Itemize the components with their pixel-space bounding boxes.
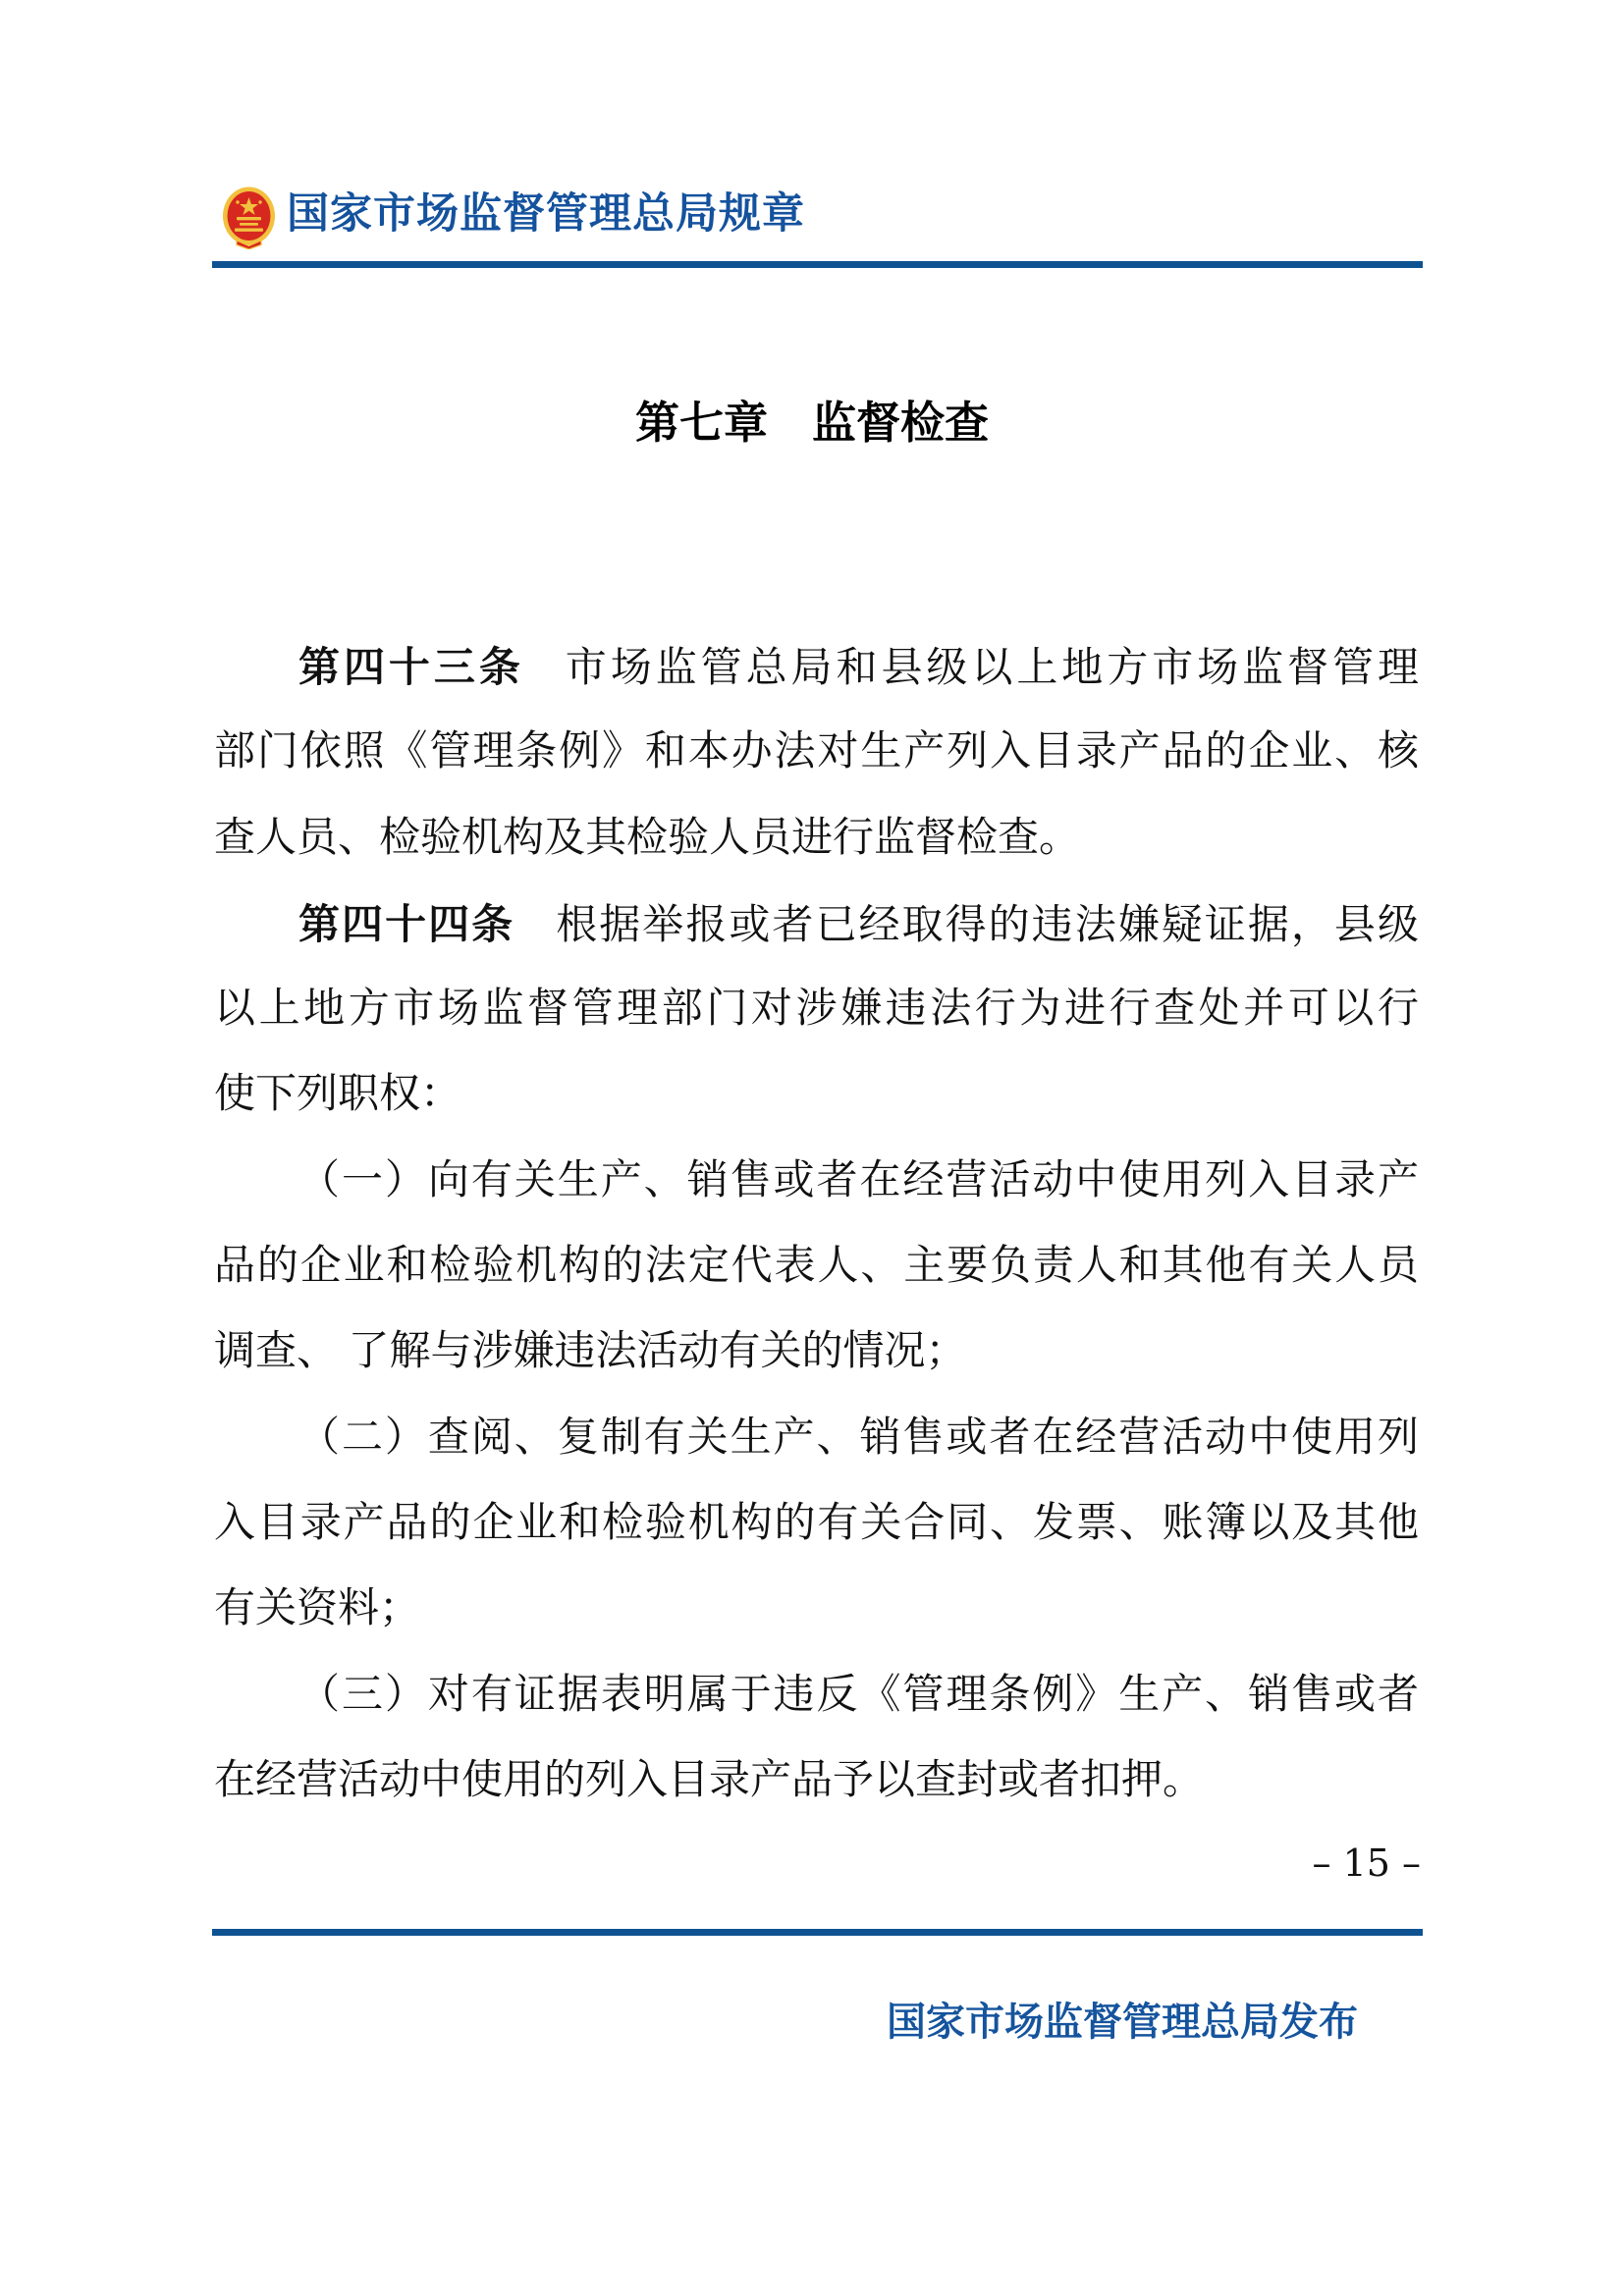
line-text: 在经营活动中使用的列入目录产品予以查封或者扣押。 <box>214 1757 1205 1803</box>
line-text: 入目录产品的企业和检验机构的有关合同、发票、账簿以及其他 <box>214 1500 1419 1546</box>
body-line <box>214 1139 1419 1224</box>
header-org-title: 国家市场监督管理总局规章 <box>287 190 805 238</box>
body-line <box>214 1224 1419 1309</box>
line-text: 查人员、检验机构及其检验人员进行监督检查。 <box>214 815 1081 861</box>
line-text: 根据举报或者已经取得的违法嫌疑证据，县级 <box>556 902 1419 948</box>
body-line <box>214 1653 1419 1738</box>
line-text: 市场监管总局和县级以上地方市场监督管理 <box>565 646 1419 691</box>
body-line <box>214 796 1419 881</box>
body-line <box>214 1052 1419 1138</box>
article-body <box>214 624 1419 1824</box>
footer-divider <box>212 1929 1423 1936</box>
line-text: （二）查阅、复制有关生产、销售或者在经营活动中使用列 <box>298 1415 1419 1461</box>
article-number: 第四十四条 <box>298 900 515 947</box>
line-text: 有关资料； <box>214 1586 421 1632</box>
page-number: – 15 – <box>1312 1842 1421 1885</box>
national-emblem-icon <box>222 187 276 249</box>
line-text: 部门依照《管理条例》和本办法对生产列入目录产品的企业、核 <box>214 729 1419 775</box>
line-text: 品的企业和检验机构的法定代表人、主要负责人和其他有关人员 <box>214 1244 1419 1290</box>
line-text: （三）对有证据表明属于违反《管理条例》生产、销售或者 <box>298 1672 1419 1718</box>
body-line <box>214 967 1419 1052</box>
chapter-title: 第七章 监督检查 <box>634 398 989 448</box>
line-text: 以上地方市场监督管理部门对涉嫌违法行为进行查处并可以行 <box>214 987 1419 1033</box>
body-line <box>214 1481 1419 1567</box>
article-number: 第四十三条 <box>298 644 524 690</box>
body-line <box>214 1396 1419 1481</box>
body-line <box>214 710 1419 795</box>
body-line <box>214 881 1419 967</box>
line-text: 调查、 了解与涉嫌违法活动有关的情况； <box>214 1329 967 1375</box>
body-line <box>214 624 1419 710</box>
footer-publisher: 国家市场监督管理总局发布 <box>887 2001 1358 2044</box>
header-divider <box>212 261 1423 268</box>
body-line <box>214 1309 1419 1395</box>
body-line <box>214 1738 1419 1824</box>
body-line <box>214 1567 1419 1652</box>
line-text: （一）向有关生产、销售或者在经营活动中使用列入目录产 <box>298 1157 1419 1203</box>
line-text: 使下列职权： <box>214 1072 462 1118</box>
